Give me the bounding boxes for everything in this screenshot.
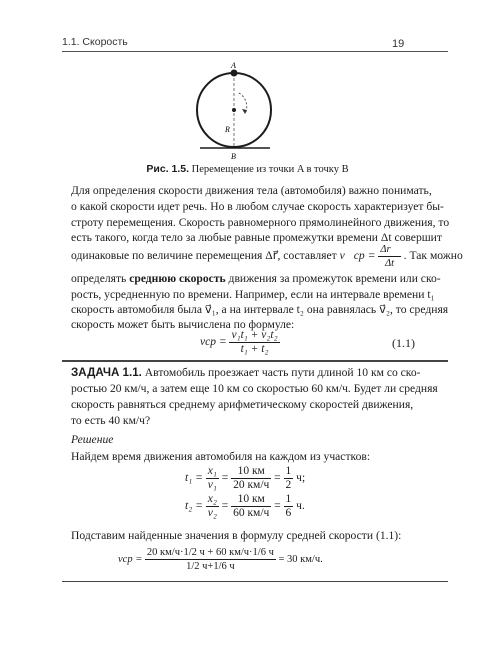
task-label: ЗАДАЧА 1.1. xyxy=(71,366,142,379)
figure-caption xyxy=(62,163,433,175)
paragraph-line: Для определения скорости движения тела (автомобиля) важно понимать, xyxy=(71,184,432,197)
task-line: ростью 20 км/ч, а затем еще 10 км со скоростью 60 км/ч. Будет ли средняя xyxy=(71,382,438,395)
vsr-numerator: Δr⃗ xyxy=(380,244,399,255)
t2-fraction-1: $\frac{\text{x₂}}{\text{v₂}}$ xyxy=(207,493,217,519)
label-a: A xyxy=(231,62,236,70)
t1-fraction-2: $\frac{10 км}{20 км/ч}$ xyxy=(233,465,270,491)
label-r: R xyxy=(225,125,230,134)
paragraph-line: скорость может быть вычислена по формуле: xyxy=(71,318,295,331)
caption-prefix: Рис. 1.5. xyxy=(146,163,190,175)
paragraph-text: определять xyxy=(71,272,130,285)
task-text: Автомобиль проезжает часть пути длиной 10 км со ско- xyxy=(141,366,421,379)
formula-fraction xyxy=(229,329,279,356)
rotation-arrow-icon xyxy=(242,109,247,114)
paragraph-text: одинаковые по величине перемещения Δr⃗, составляет xyxy=(71,249,340,263)
formula-final xyxy=(118,546,323,573)
t2-fraction-2: $\frac{10 км}{60 км/ч}$ xyxy=(233,493,270,519)
equation-number: (1.1) xyxy=(392,336,415,350)
vsr-denominator: Δt xyxy=(385,258,395,269)
final-lhs: vср = xyxy=(118,553,143,565)
task-bottom-rule xyxy=(62,581,448,582)
paragraph-line: о какой скорости идет речь. Но в любом случае скорость характеризует бы- xyxy=(71,200,444,213)
final-fraction xyxy=(145,546,276,573)
caption-text: Перемещение из точки A в точку B xyxy=(189,164,349,175)
paragraph-line: скорость автомобиля была v⃗₁, а на интервале t₂ она равнялась v⃗₂, то средняя xyxy=(71,303,449,316)
task-line: то есть 40 км/ч? xyxy=(71,414,151,427)
paragraph-line: есть такого, когда тело за любые равные промежутки времени Δt совершит xyxy=(71,231,442,244)
vsr-fraction xyxy=(378,243,400,270)
substitute-line: Подставим найденные значения в формулу средней скорости (1.1): xyxy=(71,529,402,542)
solution-intro: Найдем время движения автомобиля на каждом из участков: xyxy=(71,450,371,463)
point-a-marker xyxy=(231,70,238,77)
task-top-rule xyxy=(62,360,448,362)
paragraph-line-with-formula xyxy=(71,243,463,270)
final-denominator: 1/2 ч+1/6 ч xyxy=(186,561,235,572)
center-marker xyxy=(232,108,236,112)
term-average-speed: среднюю скорость xyxy=(129,272,226,285)
paragraph-text: движения за промежуток времени или ско- xyxy=(225,272,441,285)
task-line: скорость равняться среднему арифметическому скоростей движения, xyxy=(71,398,414,411)
formula-numerator: v₁t₁ + v₂t₂ xyxy=(231,329,278,341)
page-number: 19 xyxy=(392,38,405,50)
formula-t2: t₂ = $\frac{\text{x₂}}{\text{v₂}}$ = $\frac{10 км}{60 км/ч}$ = $\frac{1}{6}$ ч. xyxy=(185,493,305,519)
paragraph-line: рость, усредненную по времени. Например, если на интервале времени t₁ xyxy=(71,288,435,301)
t2-lhs: t₂ = xyxy=(185,500,203,513)
t2-fraction-3: $\frac{1}{6}$ xyxy=(285,493,292,519)
paragraph-line xyxy=(71,271,441,287)
solution-label: Решение xyxy=(71,433,114,446)
final-numerator: 20 км/ч·1/2 ч + 60 км/ч·1/6 ч xyxy=(146,547,274,558)
t1-fraction-1: $\frac{\text{x₁}}{\text{v₁}}$ xyxy=(207,465,217,491)
formula-t1: t₁ = $\frac{\text{x₁}}{\text{v₁}}$ = $\frac{10 км}{20 км/ч}$ = $\frac{1}{2}$ ч; xyxy=(185,465,306,491)
paragraph-text: . Так можно xyxy=(403,249,463,263)
t1-lhs: t₁ = xyxy=(185,472,203,485)
t1-fraction-3: $\frac{1}{2}$ xyxy=(285,465,292,491)
formula-1-1 xyxy=(200,329,280,356)
paragraph-line: строту перемещения. Скорость равномерного прямолинейного движения, то xyxy=(71,216,450,229)
section-title: 1.1. Скорость xyxy=(62,36,128,48)
formula-denominator: t₁ + t₂ xyxy=(240,343,269,355)
final-result: = 30 км/ч. xyxy=(278,553,323,565)
figure-circle-diagram xyxy=(190,62,290,160)
task-line xyxy=(71,365,433,381)
vsr-lhs: v⃗ср = xyxy=(339,249,376,263)
formula-lhs: vср = xyxy=(200,336,227,349)
header-rule xyxy=(62,51,448,52)
label-b: B xyxy=(231,152,236,160)
